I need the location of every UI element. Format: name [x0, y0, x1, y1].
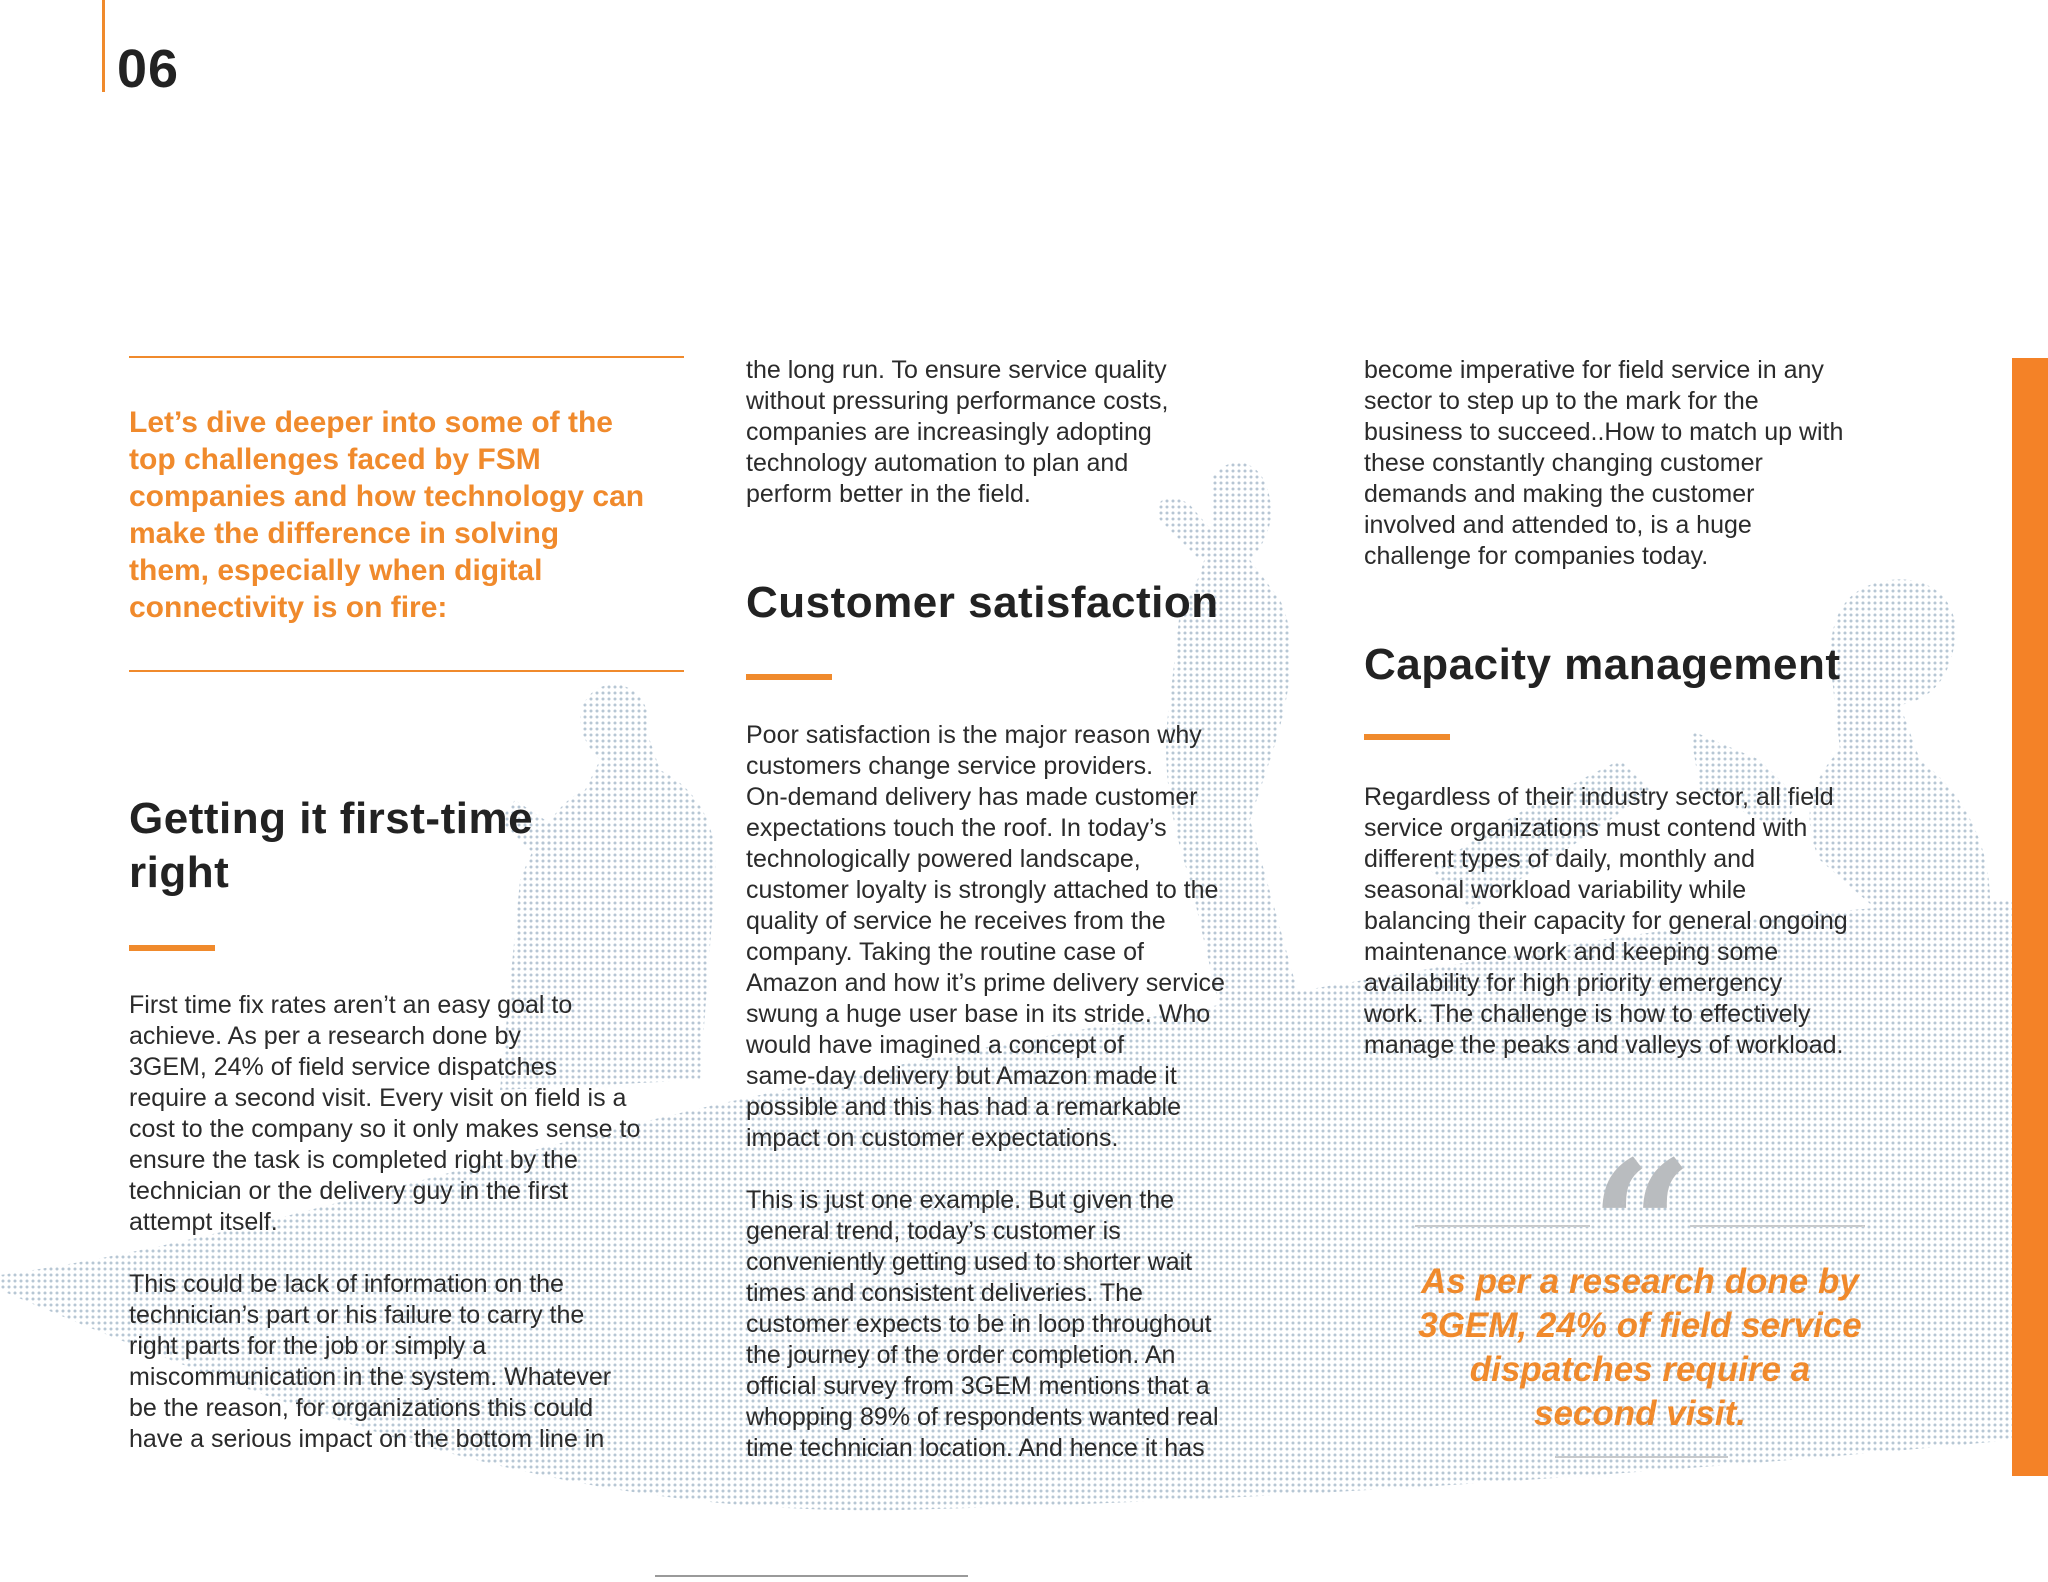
pullquote-right-rule — [1690, 1225, 1865, 1227]
paragraph: Poor satisfaction is the major reason why customers change service providers. On-demand delivery has made customer expectations touch the roof. In today’s technologically powered landscape, customer loyalty is strongly attached to the quality of service he receives from the company. Taking the routine case of Amazon and how it’s prime delivery service swung a huge user base in its stride. Who would have imagined a concept of same-day delivery but Amazon made it possible and this has had a remarkable impact on customer expectations. — [746, 721, 1225, 1152]
footer-rule — [655, 1575, 968, 1577]
intro-top-rule — [129, 356, 684, 358]
section-heading-underline — [1364, 734, 1450, 740]
paragraph: the long run. To ensure service quality without pressuring performance costs, companies are increasingly adopting technology automation to plan and perform better in the field. — [746, 356, 1169, 508]
paragraph: This could be lack of information on the technician’s part or his failure to carry the right parts for the job or simply a miscommunication in the system. Whatever be the reason, for organizations this could have a serious impact on the bottom line in — [129, 1270, 612, 1453]
intro-text: Let’s dive deeper into some of the top challenges faced by FSM companies and how technology can make the difference in solving them, especially when digital connectivity is on fire: — [129, 406, 645, 624]
section-heading-customer-satisfaction: Customer satisfaction — [746, 578, 1219, 627]
quote-mark-icon: “ — [1590, 1122, 1694, 1333]
page-number: 06 — [117, 39, 180, 99]
page-number-accent-bar — [102, 0, 105, 92]
intro-bottom-rule — [129, 670, 684, 672]
pullquote-left-rule — [1415, 1225, 1590, 1227]
column-2-continued-text — [746, 355, 1346, 510]
section-heading-capacity-management: Capacity management — [1364, 640, 1841, 689]
section-body-first-time-right — [129, 990, 729, 1455]
section-body-customer-satisfaction — [746, 720, 1366, 1464]
section-heading-first-time-right: Getting it first-time right — [129, 794, 534, 897]
paragraph: This is just one example. But given the general trend, today’s customer is conveniently getting used to shorter wait times and consistent deliveries. The customer expects to be in loop throughout the journey of the order completion. An official survey from 3GEM mentions that a whopping 89% of respondents wanted real time technician location. And hence it has — [746, 1186, 1219, 1462]
section-heading-underline — [129, 945, 215, 951]
section-body-capacity-management — [1364, 782, 1994, 1061]
pullquote-text: As per a research done by 3GEM, 24% of field service dispatches require a second visit. — [1418, 1262, 1862, 1433]
right-edge-accent-bar — [2012, 358, 2048, 1476]
paragraph: First time fix rates aren’t an easy goal to achieve. As per a research done by 3GEM, 24% of field service dispatches require a second visit. Every visit on field is a cost to the company so it only makes sense to ensure the task is completed right by the technician or the delivery guy in the first attempt itself. — [129, 991, 641, 1236]
column-3-continued-text — [1364, 355, 1984, 572]
paragraph: Regardless of their industry sector, all field service organizations must contend with different types of daily, monthly and seasonal workload variability while balancing their capacity for general ongoing maintenance work and keeping some availability for high priority emergency work. The challenge is how to effectively manage the peaks and valleys of workload. — [1364, 783, 1848, 1059]
paragraph: become imperative for field service in any sector to step up to the mark for the business to succeed..How to match up with these constantly changing customer demands and making the customer involved and attended to, is a huge challenge for companies today. — [1364, 356, 1844, 570]
pullquote-bottom-rule — [1555, 1456, 1728, 1458]
section-heading-underline — [746, 674, 832, 680]
